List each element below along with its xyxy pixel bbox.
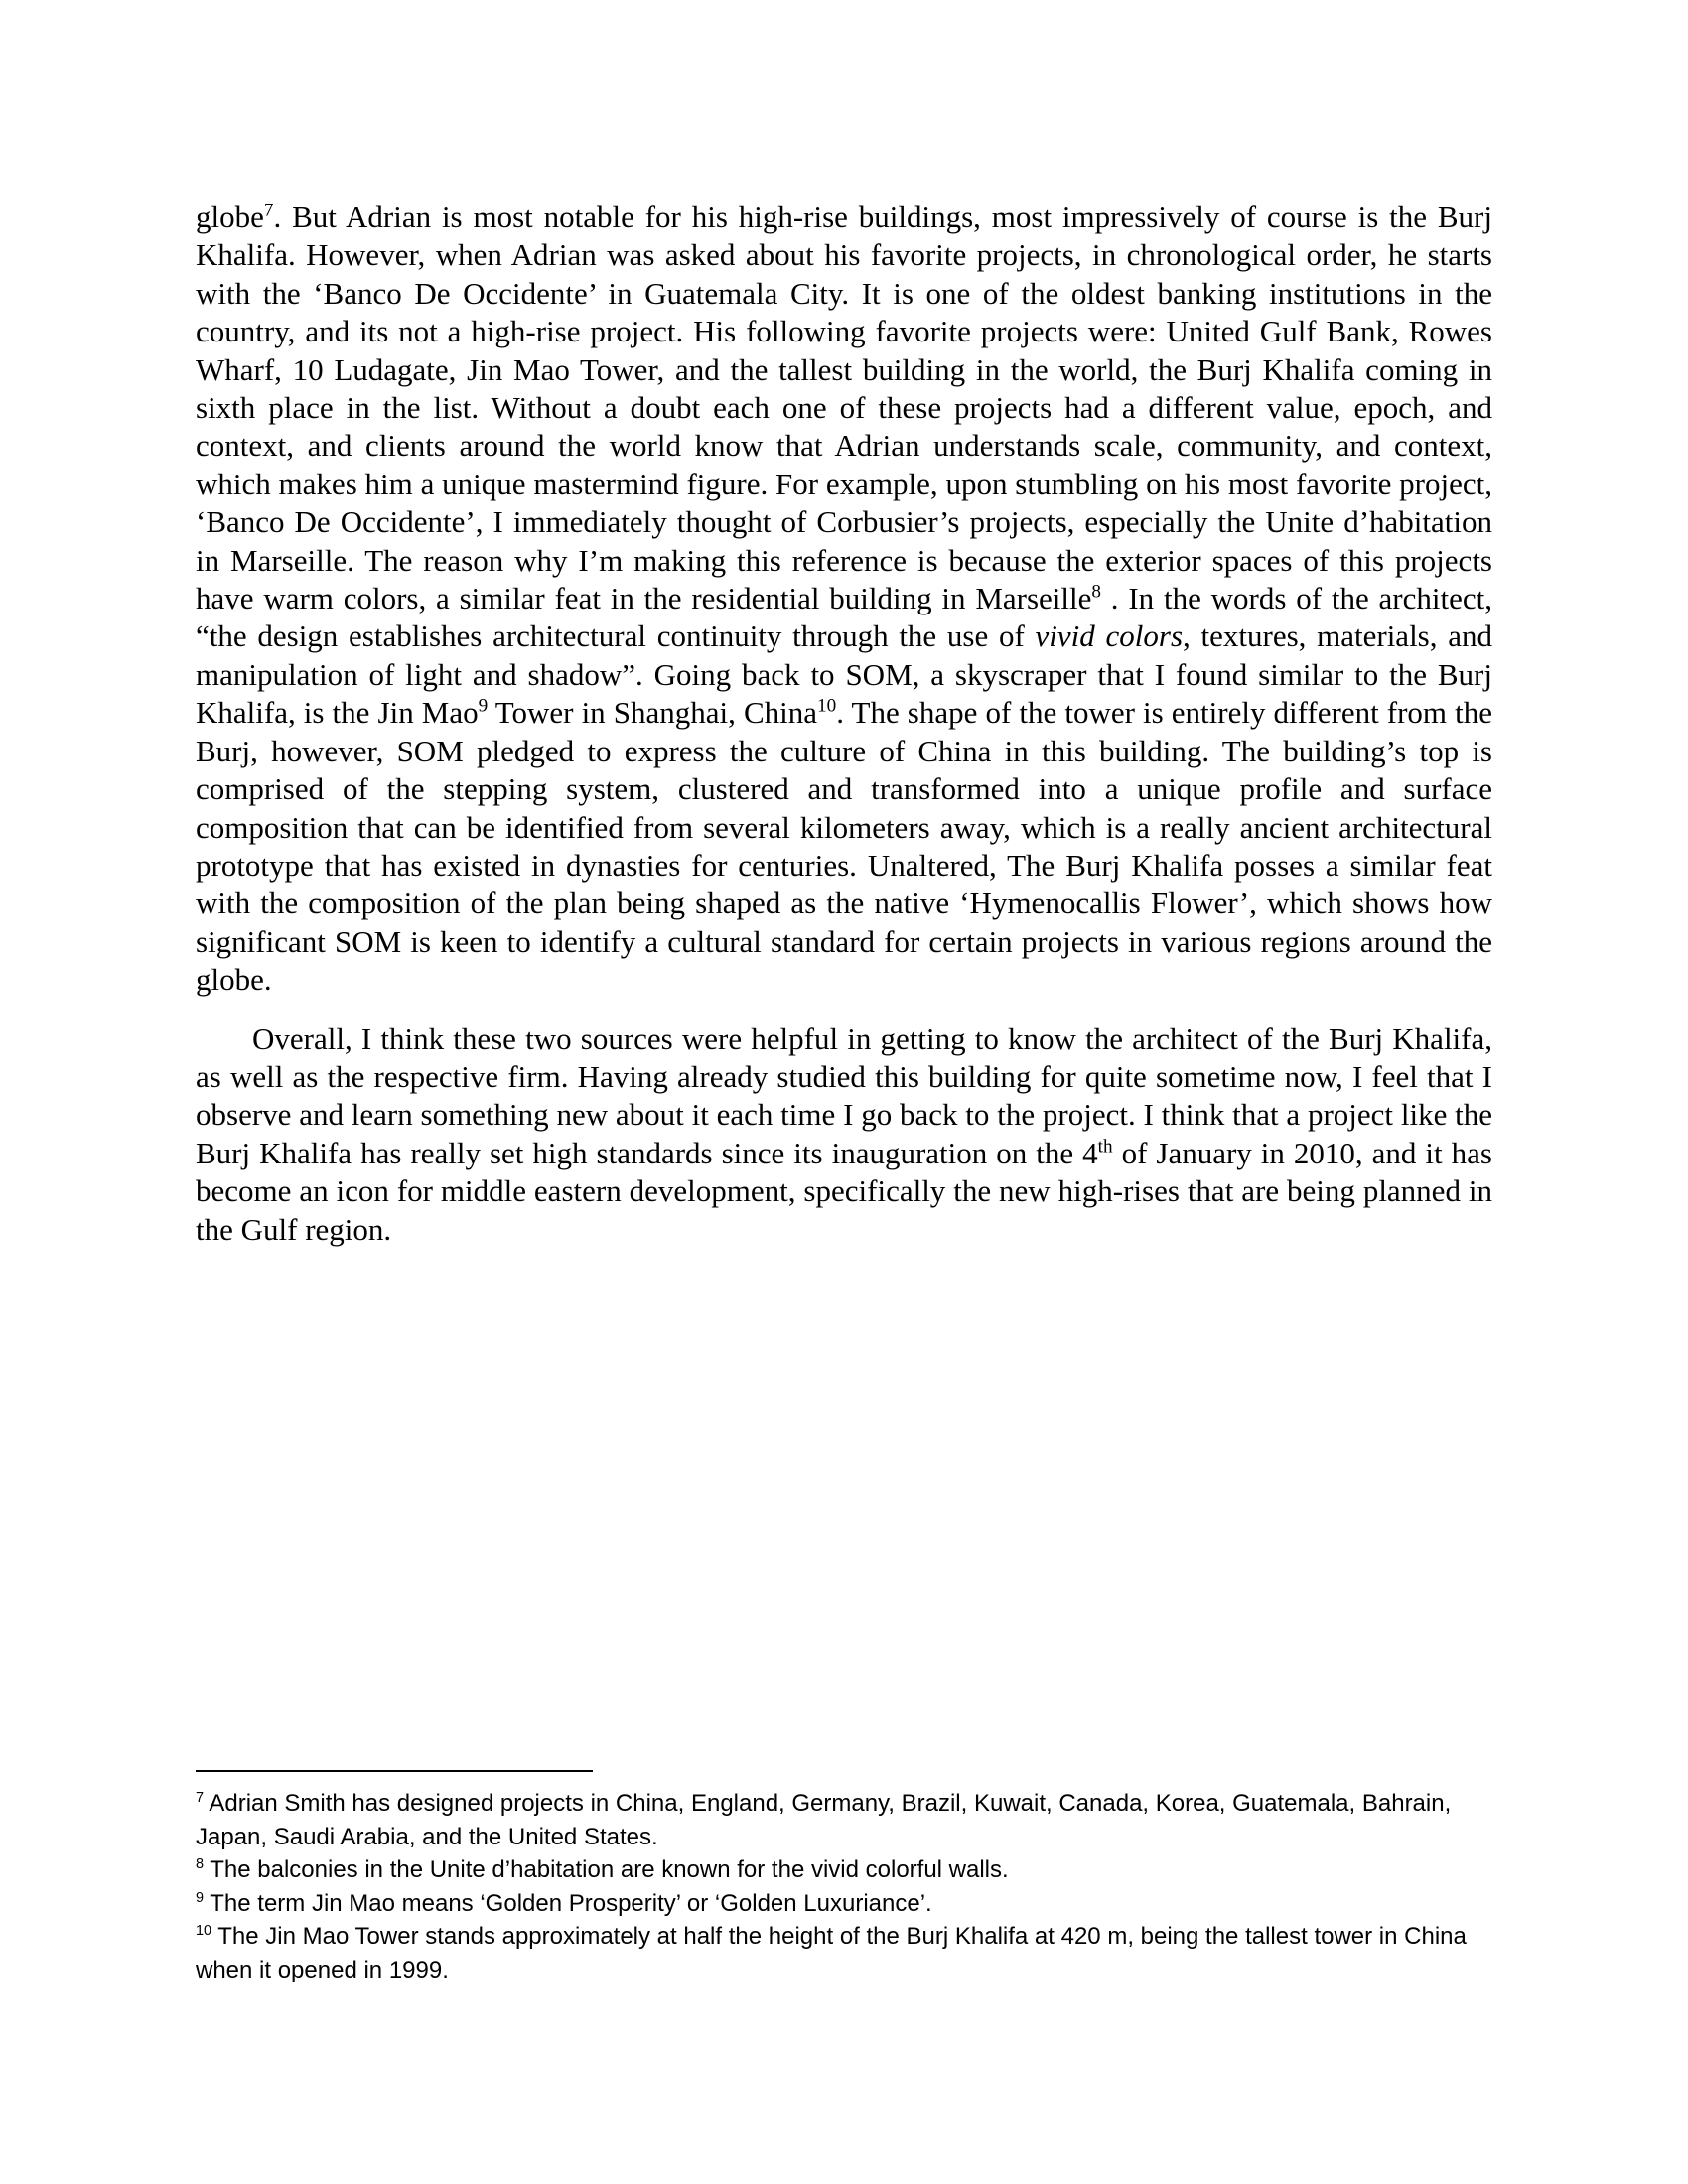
footnote-text: Adrian Smith has designed projects in China, England, Germany, Brazil, Kuwait, Canada, Korea, Guatemala, Bahrain, Japan, Saudi Arabia, and the United States. — [196, 1790, 1452, 1850]
footnote-8 — [196, 1853, 1492, 1887]
text-run: . The shape of the tower is entirely different from the Burj, however, SOM pledged to express the culture of China in this building. The building’s top is comprised of the stepping system, clustered and transformed into a unique profile and surface composition that can be identified from several kilometers away, which is a really ancient architectural prototype that has existed in dynasties for centuries. Unaltered, The Burj Khalifa posses a similar feat with the composition of the plan being shaped as the native ‘Hymenocallis Flower’, which shows how significant SOM is keen to identify a cultural standard for certain projects in various regions around the globe. — [196, 695, 1492, 998]
text-run: . In the words of the architect, “the design establishes architectural continuity through the use of — [196, 581, 1492, 654]
footnote-10 — [196, 1920, 1492, 1986]
emphasis-text: vivid colors — [1035, 618, 1184, 654]
footnote-mark: 10 — [196, 1923, 212, 1939]
text-run: . But Adrian is most notable for his high-rise buildings, most impressively of course is the Burj Khalifa. However, when Adrian was asked about his favorite projects, in chronological order, he starts with the ‘Banco De Occidente’ in Guatemala City. It is one of the oldest banking institutions in the country, and its not a high-rise project. His following favorite projects were: United Gulf Bank, Rowes Wharf, 10 Ludagate, Jin Mao Tower, and the tallest building in the world, the Burj Khalifa coming in sixth place in the list. Without a doubt each one of these projects had a different value, epoch, and context, and clients around the world know that Adrian understands scale, community, and context, which makes him a unique mastermind figure. For example, upon stumbling on his most favorite project, ‘Banco De Occidente’, I immediately thought of Corbusier’s projects, especially the Unite d’habitation in Marseille. The reason why I’m making this reference is because the exterior spaces of this projects have warm colors, a similar feat in the residential building in Marseille — [196, 200, 1492, 616]
footnote-reference: 10 — [817, 695, 837, 717]
footnote-text: The Jin Mao Tower stands approximately at half the height of the Burj Khalifa at 420 m, being the tallest tower in China when it opened in 1999. — [196, 1923, 1467, 1983]
text-run: Overall, I think these two sources were helpful in getting to know the architect of the Burj Khalifa, as well as the respective firm. Having already studied this building for quite sometime now, I feel that I observe and learn something new about it each time I go back to the project. I think that a project like the Burj Khalifa has really set high standards since its inauguration on the 4 — [196, 1021, 1492, 1170]
footnote-separator — [196, 1770, 593, 1772]
text-run: of January in 2010, and it has become an icon for middle eastern development, specifically the new high-rises that are being planned in the Gulf region. — [196, 1135, 1492, 1247]
paragraph-1 — [196, 199, 1492, 1000]
body-text — [196, 199, 1492, 1249]
footnote-reference: th — [1097, 1136, 1113, 1158]
text-run: , textures, materials, and manipulation of light and shadow”. Going back to SOM, a skyscraper that I found similar to the Burj Khalifa, is the Jin Mao — [196, 618, 1492, 731]
footnotes — [196, 1787, 1492, 1986]
footnote-text: The balconies in the Unite d’habitation are known for the vivid colorful walls. — [204, 1856, 1009, 1883]
footnote-mark: 8 — [196, 1856, 205, 1872]
footnote-7 — [196, 1787, 1492, 1853]
paragraph-2 — [196, 1021, 1492, 1249]
footnote-text: The term Jin Mao means ‘Golden Prosperity’ or ‘Golden Luxuriance’. — [204, 1889, 932, 1917]
footnote-reference: 7 — [263, 200, 274, 221]
footnote-mark: 9 — [196, 1889, 205, 1906]
footnote-mark: 7 — [196, 1790, 205, 1806]
footnote-reference: 8 — [1091, 581, 1101, 603]
text-run: Tower in Shanghai, China — [488, 695, 818, 731]
footnote-9 — [196, 1887, 1492, 1921]
text-run: globe — [196, 200, 264, 234]
footnote-reference: 9 — [478, 695, 489, 717]
